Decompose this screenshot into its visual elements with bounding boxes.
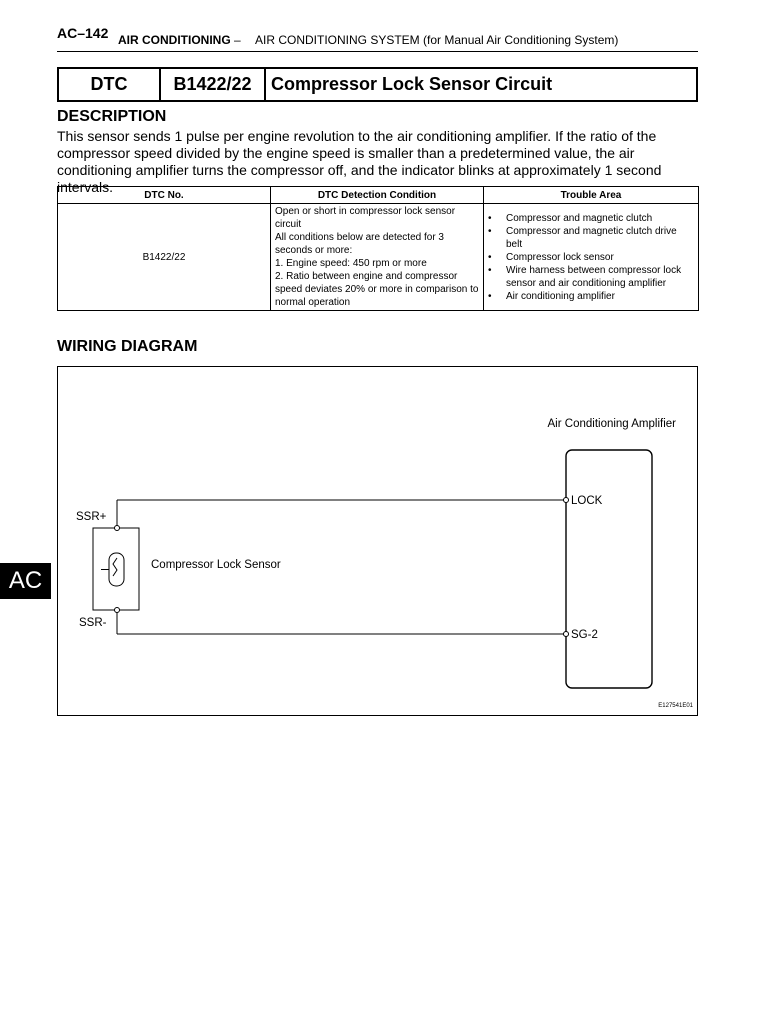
dtc-table	[57, 186, 699, 311]
ssr-plus-terminal	[115, 526, 120, 531]
cell-condition	[271, 204, 484, 311]
col-header-condition: DTC Detection Condition	[271, 187, 484, 204]
lock-terminal	[564, 498, 569, 503]
dtc-code: B1422/22	[161, 69, 266, 100]
cell-dtc-no: B1422/22	[58, 204, 271, 311]
list-item: • Compressor lock sensor	[488, 251, 694, 264]
dtc-title-box	[57, 67, 698, 102]
dtc-label: DTC	[59, 69, 161, 100]
col-header-dtc-no: DTC No.	[58, 187, 271, 204]
ssr-minus-label: SSR-	[79, 617, 107, 629]
cell-trouble-area	[484, 204, 699, 311]
section-name: AIR CONDITIONING	[118, 33, 231, 47]
page-header	[57, 25, 698, 52]
header-title: AIR CONDITIONING SYSTEM (for Manual Air Conditioning System)	[255, 33, 619, 47]
sensor-pickup-icon	[101, 553, 124, 586]
condition-line: All conditions below are detected for 3 seconds or more:	[275, 232, 444, 256]
table-header-row	[58, 187, 699, 204]
lock-terminal-label: LOCK	[571, 495, 603, 507]
sensor-label: Compressor Lock Sensor	[151, 559, 281, 571]
ssr-plus-label: SSR+	[76, 511, 107, 523]
wiring-heading: WIRING DIAGRAM	[57, 338, 198, 355]
col-header-trouble-area: Trouble Area	[484, 187, 699, 204]
page-number: AC–142	[57, 25, 109, 41]
wiring-diagram	[57, 366, 698, 716]
sg2-terminal-label: SG-2	[571, 629, 598, 641]
list-item: • Compressor and magnetic clutch drive belt	[488, 225, 694, 251]
amplifier-label: Air Conditioning Amplifier	[547, 418, 676, 430]
condition-line: 1. Engine speed: 450 rpm or more	[275, 258, 427, 269]
figure-id: E127541E01	[658, 703, 693, 709]
amplifier-box	[566, 450, 652, 688]
condition-line: Open or short in compressor lock sensor circuit	[275, 206, 456, 230]
list-item: • Wire harness between compressor lock sensor and air conditioning amplifier	[488, 264, 694, 290]
condition-line: 2. Ratio between engine and compressor speed deviates 20% or more in comparison to normal operation	[275, 271, 479, 308]
description-text: This sensor sends 1 pulse per engine revolution to the air conditioning amplifier. If the ratio of the compressor speed divided by the engine speed is smaller than a predetermined value, the air conditioning amplifier turns the compressor off, and the indicator blinks at approximately 1 second intervals.	[57, 128, 662, 195]
list-item: • Compressor and magnetic clutch	[488, 212, 694, 225]
description-heading: DESCRIPTION	[57, 108, 167, 125]
section-tab: AC	[0, 563, 51, 599]
header-separator: –	[234, 33, 241, 47]
table-row	[58, 204, 699, 311]
dtc-name: Compressor Lock Sensor Circuit	[271, 74, 553, 94]
list-item: • Air conditioning amplifier	[488, 290, 694, 303]
trouble-area-list	[488, 212, 694, 303]
sg2-terminal	[564, 632, 569, 637]
ssr-minus-terminal	[115, 608, 120, 613]
